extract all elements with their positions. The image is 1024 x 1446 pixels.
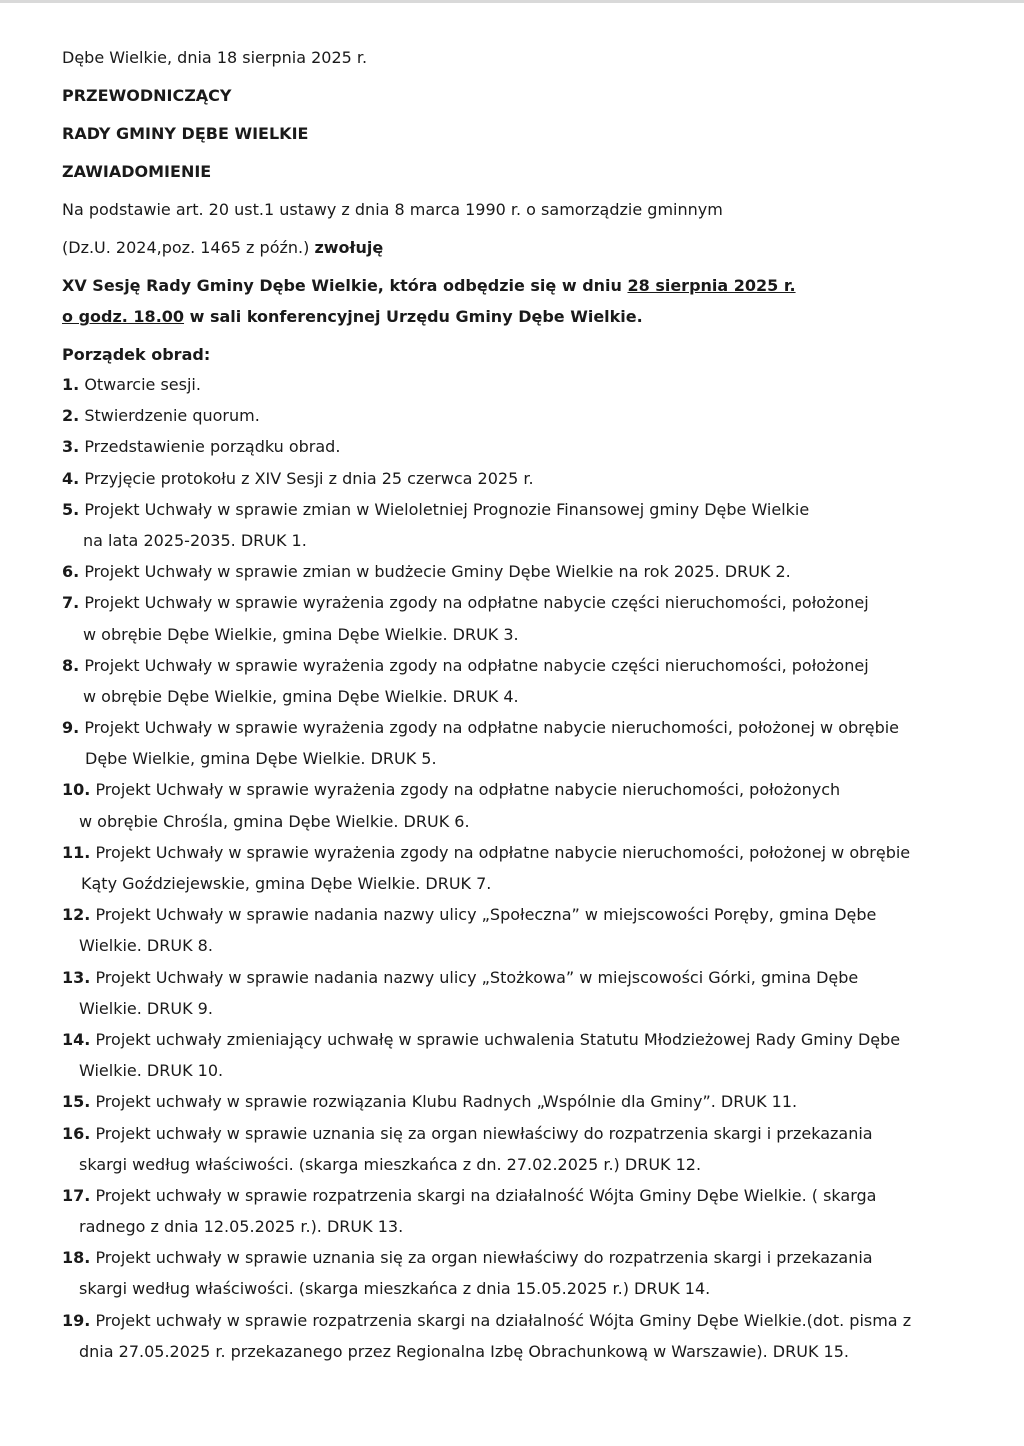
agenda-item-text: Projekt uchwały zmieniający uchwałę w sprawie uchwalenia Statutu Młodzieżowej Rady Gminy Dębe: [95, 1029, 901, 1049]
agenda-item-number: 9.: [62, 718, 80, 738]
agenda-item-line: [62, 498, 992, 522]
agenda-item-number: 4.: [62, 468, 80, 488]
agenda-item-number: 1.: [62, 375, 80, 394]
agenda-item-continuation: Wielkie. DRUK 10.: [79, 1061, 224, 1081]
agenda-item-number: 19.: [62, 1310, 91, 1330]
agenda-item-number: 15.: [62, 1092, 91, 1112]
session-line-1: [62, 274, 992, 298]
agenda-item: [62, 966, 992, 1021]
agenda-item-number: 6.: [62, 562, 80, 582]
session-text: XV Sesję Rady Gminy Dębe Wielkie, która odbędzie się w dniu: [62, 276, 628, 295]
agenda-item-number: 2.: [62, 406, 80, 426]
agenda-item-line: [62, 841, 992, 865]
agenda-item: [62, 1309, 992, 1364]
agenda-item-line: [62, 1309, 992, 1333]
session-time: o godz. 18.00: [62, 307, 185, 326]
agenda-item-number: 11.: [62, 842, 91, 862]
agenda-item-number: 3.: [62, 437, 80, 457]
agenda-item-number: 5.: [62, 499, 80, 519]
agenda-item-text: Projekt Uchwały w sprawie wyrażenia zgody na odpłatne nabycie części nieruchomości, położonej: [84, 593, 869, 613]
agenda-item: [62, 498, 992, 553]
agenda-item-text: Projekt Uchwały w sprawie wyrażenia zgody na odpłatne nabycie części nieruchomości, położonej: [84, 655, 869, 675]
agenda-item: [62, 778, 992, 833]
agenda-item-continuation: w obrębie Chrośla, gmina Dębe Wielkie. DRUK 6.: [79, 811, 470, 831]
agenda-item: [62, 373, 992, 397]
agenda-item-number: 8.: [62, 655, 80, 675]
agenda-item: [62, 404, 992, 428]
document-page: [62, 46, 992, 1371]
agenda-item-number: 18.: [62, 1248, 91, 1268]
agenda-item-line: [62, 1122, 992, 1146]
agenda-item: [62, 903, 992, 958]
agenda-item-text: Otwarcie sesji.: [84, 375, 201, 394]
agenda-item-continuation: Wielkie. DRUK 9.: [79, 998, 213, 1018]
chairman-title: PRZEWODNICZĄCY: [62, 86, 232, 105]
legal-reference: (Dz.U. 2024,poz. 1465 z późn.): [62, 238, 315, 257]
agenda-item-continuation: Wielkie. DRUK 8.: [79, 936, 213, 956]
agenda-item: [62, 1122, 992, 1177]
agenda-item-continuation: w obrębie Dębe Wielkie, gmina Dębe Wielkie. DRUK 3.: [83, 624, 519, 644]
agenda-item: [62, 467, 992, 491]
agenda-item-line: [62, 1184, 992, 1208]
agenda-item-text: Projekt uchwały w sprawie uznania się za organ niewłaściwy do rozpatrzenia skargi i przekazania: [95, 1123, 873, 1143]
agenda-item-text: Projekt uchwały w sprawie rozpatrzenia skargi na działalność Wójta Gminy Dębe Wielkie.(dot. pisma z: [95, 1310, 912, 1330]
convene-word: zwołuję: [314, 238, 384, 257]
agenda-item-line: [62, 654, 992, 678]
agenda-heading: Porządek obrad:: [62, 345, 211, 364]
agenda-item-line: [62, 716, 992, 740]
agenda-item-number: 12.: [62, 905, 91, 925]
agenda-item-line: [62, 1090, 992, 1114]
agenda-item-text: Projekt uchwały w sprawie uznania się za organ niewłaściwy do rozpatrzenia skargi i przekazania: [95, 1248, 873, 1268]
top-border: [0, 0, 1024, 3]
agenda-item-continuation: w obrębie Dębe Wielkie, gmina Dębe Wielkie. DRUK 4.: [83, 686, 519, 706]
session-date: 28 sierpnia 2025 r.: [627, 276, 796, 295]
agenda-item-line: [62, 1246, 992, 1270]
session-place: w sali konferencyjnej Urzędu Gminy Dębe Wielkie.: [184, 307, 643, 326]
agenda-item: [62, 591, 992, 646]
agenda-item-text: Projekt Uchwały w sprawie zmian w budżecie Gminy Dębe Wielkie na rok 2025. DRUK 2.: [84, 562, 791, 582]
notice-title: ZAWIADOMIENIE: [62, 162, 212, 181]
agenda-item: [62, 1028, 992, 1083]
council-name: RADY GMINY DĘBE WIELKIE: [62, 124, 309, 143]
agenda-item-line: [62, 591, 992, 615]
agenda-item-text: Stwierdzenie quorum.: [84, 406, 260, 426]
agenda-item-text: Projekt uchwały w sprawie rozpatrzenia skargi na działalność Wójta Gminy Dębe Wielkie. ( skarga: [95, 1185, 877, 1205]
agenda-item-continuation: Kąty Goździejewskie, gmina Dębe Wielkie. DRUK 7.: [81, 874, 492, 893]
agenda-item-line: [62, 1028, 992, 1052]
agenda-item-number: 16.: [62, 1123, 91, 1143]
legal-basis-line-1: Na podstawie art. 20 ust.1 ustawy z dnia 8 marca 1990 r. o samorządzie gminnym: [62, 200, 723, 219]
agenda-item-number: 14.: [62, 1029, 91, 1049]
agenda-item: [62, 435, 992, 459]
agenda-item-text: Przyjęcie protokołu z XIV Sesji z dnia 25 czerwca 2025 r.: [84, 468, 534, 488]
agenda-item: [62, 1184, 992, 1239]
agenda-item-text: Projekt Uchwały w sprawie wyrażenia zgody na odpłatne nabycie nieruchomości, położonych: [95, 780, 841, 800]
date-line: Dębe Wielkie, dnia 18 sierpnia 2025 r.: [62, 48, 368, 67]
agenda-item: [62, 841, 992, 896]
agenda-item-number: 10.: [62, 780, 91, 800]
agenda-item-text: Projekt Uchwały w sprawie wyrażenia zgody na odpłatne nabycie nieruchomości, położonej w obrębie: [95, 842, 911, 862]
agenda-item-text: Projekt Uchwały w sprawie zmian w Wieloletniej Prognozie Finansowej gminy Dębe Wielkie: [84, 499, 810, 519]
agenda-item-line: [62, 966, 992, 990]
agenda-item-line: [62, 404, 992, 428]
agenda-item-continuation: dnia 27.05.2025 r. przekazanego przez Regionalna Izbę Obrachunkową w Warszawie). DRUK 15.: [79, 1341, 849, 1361]
agenda-item: [62, 1246, 992, 1301]
agenda-item-continuation: skargi według właściwości. (skarga mieszkańca z dn. 27.02.2025 r.) DRUK 12.: [79, 1154, 702, 1174]
session-line-2: [62, 305, 992, 329]
agenda-item-text: Projekt Uchwały w sprawie wyrażenia zgody na odpłatne nabycie nieruchomości, położonej w obrębie: [84, 718, 900, 738]
agenda-item: [62, 654, 992, 709]
agenda-list: [62, 373, 992, 1364]
agenda-item-line: [62, 903, 992, 927]
agenda-item-line: [62, 560, 992, 584]
agenda-item-text: Projekt uchwały w sprawie rozwiązania Klubu Radnych „Wspólnie dla Gminy”. DRUK 11.: [95, 1092, 798, 1112]
agenda-item: [62, 716, 992, 771]
agenda-item-number: 13.: [62, 967, 91, 987]
agenda-item: [62, 1090, 992, 1114]
agenda-item-line: [62, 778, 992, 802]
legal-basis-line-2: [62, 236, 992, 260]
agenda-item-line: [62, 373, 992, 397]
agenda-item-continuation: Dębe Wielkie, gmina Dębe Wielkie. DRUK 5.: [85, 749, 437, 769]
agenda-item-text: Przedstawienie porządku obrad.: [84, 437, 341, 457]
agenda-item-number: 17.: [62, 1185, 91, 1205]
agenda-item-number: 7.: [62, 593, 80, 613]
agenda-item-line: [62, 467, 992, 491]
agenda-item-continuation: radnego z dnia 12.05.2025 r.). DRUK 13.: [79, 1217, 404, 1237]
agenda-item-text: Projekt Uchwały w sprawie nadania nazwy ulicy „Stożkowa” w miejscowości Górki, gmina Dębe: [95, 967, 859, 987]
agenda-item-line: [62, 435, 992, 459]
agenda-item-continuation: skargi według właściwości. (skarga mieszkańca z dnia 15.05.2025 r.) DRUK 14.: [79, 1279, 711, 1299]
agenda-item: [62, 560, 992, 584]
agenda-item-continuation: na lata 2025-2035. DRUK 1.: [83, 530, 307, 550]
agenda-item-text: Projekt Uchwały w sprawie nadania nazwy ulicy „Społeczna” w miejscowości Poręby, gmina Dębe: [95, 905, 877, 925]
